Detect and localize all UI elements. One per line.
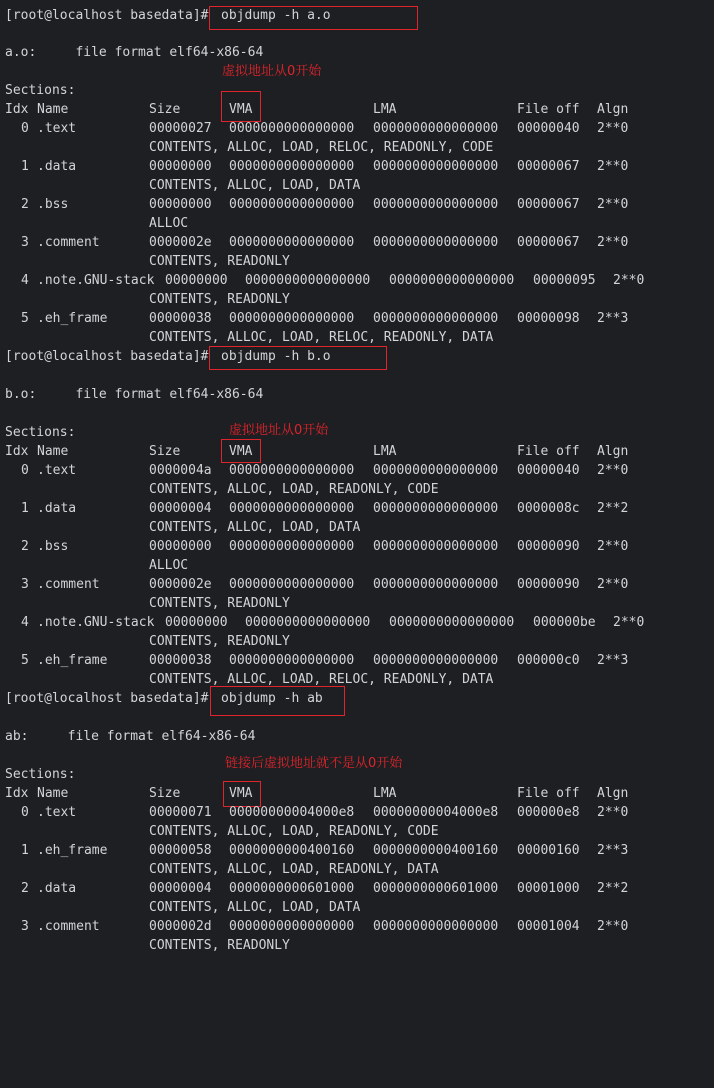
- section-idx: 4: [21, 273, 29, 288]
- section-name: .eh_frame: [37, 311, 108, 326]
- section-lma: 0000000000000000: [373, 121, 499, 136]
- section-file-off: 00000067: [517, 235, 580, 250]
- header-idx: Idx: [5, 786, 29, 801]
- header-idx: Idx: [5, 444, 29, 459]
- header-vma: VMA: [229, 102, 253, 117]
- section-algn: 2**0: [613, 615, 645, 630]
- section-idx: 4: [21, 615, 29, 630]
- section-row: [5, 195, 629, 214]
- section-vma: 00000000004000e8: [229, 805, 355, 820]
- section-file-off: 0000008c: [517, 501, 580, 516]
- section-flags-text: ALLOC: [149, 558, 189, 573]
- header-size: Size: [149, 444, 181, 459]
- section-file-off: 00001004: [517, 919, 580, 934]
- section-row: [5, 575, 629, 594]
- section-idx: 3: [21, 919, 29, 934]
- section-algn: 2**3: [597, 653, 629, 668]
- section-flags-text: CONTENTS, ALLOC, LOAD, RELOC, READONLY, CODE: [149, 140, 494, 155]
- section-algn: 2**0: [597, 805, 629, 820]
- command-highlight-box: [209, 346, 387, 370]
- section-lma: 0000000000000000: [389, 273, 515, 288]
- section-name: .note.GNU-stack: [37, 273, 155, 288]
- section-idx: 2: [21, 881, 29, 896]
- table-header: [5, 784, 629, 803]
- section-size: 00000000: [165, 273, 228, 288]
- header-name: Name: [37, 444, 69, 459]
- command-text: objdump -h a.o: [221, 8, 331, 23]
- prompt-line: [5, 347, 331, 366]
- section-lma: 0000000000000000: [373, 197, 499, 212]
- section-row: [5, 157, 629, 176]
- section-algn: 2**0: [597, 121, 629, 136]
- section-vma: 0000000000000000: [229, 121, 355, 136]
- section-vma: 0000000000000000: [229, 539, 355, 554]
- section-vma: 0000000000000000: [229, 235, 355, 250]
- section-size: 00000058: [149, 843, 212, 858]
- header-vma: VMA: [229, 786, 253, 801]
- table-header: [5, 100, 629, 119]
- section-row: [5, 499, 629, 518]
- file-format-line: b.o: file format elf64-x86-64: [5, 387, 264, 402]
- section-vma: 0000000000000000: [229, 577, 355, 592]
- section-size: 00000004: [149, 881, 212, 896]
- annotation-note: 虚拟地址从0开始: [229, 423, 329, 438]
- section-name: .text: [37, 121, 77, 136]
- header-file-off: File off: [517, 444, 580, 459]
- section-idx: 5: [21, 653, 29, 668]
- section-algn: 2**3: [597, 843, 629, 858]
- sections-label: Sections:: [5, 767, 76, 782]
- annotation-note: 虚拟地址从0开始: [222, 64, 322, 79]
- section-flags-text: CONTENTS, ALLOC, LOAD, RELOC, READONLY, DATA: [149, 330, 494, 345]
- section-name: .data: [37, 501, 77, 516]
- section-algn: 2**0: [613, 273, 645, 288]
- section-vma: 0000000000000000: [229, 501, 355, 516]
- section-size: 00000027: [149, 121, 212, 136]
- table-header: [5, 442, 629, 461]
- command-text: objdump -h b.o: [221, 349, 331, 364]
- command-highlight-box: [209, 6, 418, 30]
- section-algn: 2**0: [597, 539, 629, 554]
- section-vma: 0000000000400160: [229, 843, 355, 858]
- section-flags-text: CONTENTS, READONLY: [149, 634, 290, 649]
- section-file-off: 00000067: [517, 159, 580, 174]
- section-lma: 0000000000000000: [373, 501, 499, 516]
- section-flags-text: ALLOC: [149, 216, 189, 231]
- section-vma: 0000000000000000: [229, 463, 355, 478]
- section-lma: 0000000000000000: [373, 653, 499, 668]
- section-name: .eh_frame: [37, 653, 108, 668]
- prompt-line: [5, 689, 323, 708]
- section-file-off: 00000090: [517, 539, 580, 554]
- header-lma: LMA: [373, 444, 397, 459]
- section-size: 00000000: [149, 539, 212, 554]
- shell-prompt: [root@localhost basedata]#: [5, 8, 209, 23]
- header-idx: Idx: [5, 102, 29, 117]
- sections-label: Sections:: [5, 425, 76, 440]
- section-row: [5, 651, 629, 670]
- header-file-off: File off: [517, 102, 580, 117]
- section-row: [5, 841, 629, 860]
- section-file-off: 000000e8: [517, 805, 580, 820]
- section-size: 00000000: [149, 159, 212, 174]
- section-row: [5, 461, 629, 480]
- section-row: [5, 233, 629, 252]
- section-vma: 0000000000601000: [229, 881, 355, 896]
- section-file-off: 00000098: [517, 311, 580, 326]
- section-algn: 2**2: [597, 881, 629, 896]
- section-name: .bss: [37, 539, 69, 554]
- section-vma: 0000000000000000: [229, 159, 355, 174]
- section-file-off: 00000160: [517, 843, 580, 858]
- section-vma: 0000000000000000: [245, 615, 371, 630]
- section-algn: 2**0: [597, 919, 629, 934]
- prompt-line: [5, 6, 331, 25]
- section-size: 00000000: [165, 615, 228, 630]
- section-name: .eh_frame: [37, 843, 108, 858]
- section-vma: 0000000000000000: [229, 653, 355, 668]
- section-file-off: 000000c0: [517, 653, 580, 668]
- section-idx: 0: [21, 463, 29, 478]
- section-idx: 1: [21, 501, 29, 516]
- section-name: .note.GNU-stack: [37, 615, 155, 630]
- section-file-off: 00000040: [517, 463, 580, 478]
- section-size: 00000000: [149, 197, 212, 212]
- section-flags-text: CONTENTS, ALLOC, LOAD, READONLY, CODE: [149, 824, 439, 839]
- header-lma: LMA: [373, 786, 397, 801]
- section-flags-text: CONTENTS, ALLOC, LOAD, DATA: [149, 900, 361, 915]
- section-file-off: 00000095: [533, 273, 596, 288]
- section-flags-text: CONTENTS, ALLOC, LOAD, READONLY, CODE: [149, 482, 439, 497]
- section-idx: 0: [21, 121, 29, 136]
- section-idx: 3: [21, 577, 29, 592]
- section-vma: 0000000000000000: [245, 273, 371, 288]
- section-size: 00000071: [149, 805, 212, 820]
- section-lma: 0000000000000000: [373, 577, 499, 592]
- section-name: .text: [37, 805, 77, 820]
- section-file-off: 00000040: [517, 121, 580, 136]
- shell-prompt: [root@localhost basedata]#: [5, 349, 209, 364]
- header-size: Size: [149, 786, 181, 801]
- file-format-line: a.o: file format elf64-x86-64: [5, 45, 264, 60]
- section-algn: 2**2: [597, 501, 629, 516]
- section-file-off: 000000be: [533, 615, 596, 630]
- section-idx: 1: [21, 843, 29, 858]
- section-flags-text: CONTENTS, READONLY: [149, 292, 290, 307]
- section-size: 0000002e: [149, 235, 212, 250]
- section-idx: 1: [21, 159, 29, 174]
- section-name: .data: [37, 881, 77, 896]
- section-algn: 2**0: [597, 197, 629, 212]
- section-idx: 5: [21, 311, 29, 326]
- section-flags-text: CONTENTS, READONLY: [149, 596, 290, 611]
- section-idx: 3: [21, 235, 29, 250]
- section-lma: 0000000000000000: [373, 919, 499, 934]
- section-size: 0000002d: [149, 919, 212, 934]
- section-row: [5, 613, 645, 632]
- section-idx: 2: [21, 197, 29, 212]
- section-lma: 0000000000000000: [373, 311, 499, 326]
- section-flags-text: CONTENTS, READONLY: [149, 254, 290, 269]
- section-vma: 0000000000000000: [229, 311, 355, 326]
- section-size: 00000004: [149, 501, 212, 516]
- section-row: [5, 803, 629, 822]
- vma-highlight-box: [221, 439, 261, 463]
- section-lma: 0000000000601000: [373, 881, 499, 896]
- section-file-off: 00000090: [517, 577, 580, 592]
- section-idx: 2: [21, 539, 29, 554]
- section-algn: 2**0: [597, 463, 629, 478]
- section-algn: 2**3: [597, 311, 629, 326]
- section-lma: 0000000000000000: [373, 539, 499, 554]
- section-name: .comment: [37, 919, 100, 934]
- command-highlight-box: [210, 686, 345, 716]
- sections-label: Sections:: [5, 83, 76, 98]
- section-lma: 0000000000000000: [389, 615, 515, 630]
- section-algn: 2**0: [597, 159, 629, 174]
- section-lma: 00000000004000e8: [373, 805, 499, 820]
- section-flags-text: CONTENTS, ALLOC, LOAD, READONLY, DATA: [149, 862, 439, 877]
- header-name: Name: [37, 786, 69, 801]
- header-algn: Algn: [597, 102, 629, 117]
- section-algn: 2**0: [597, 235, 629, 250]
- vma-highlight-box: [221, 91, 261, 122]
- section-file-off: 00000067: [517, 197, 580, 212]
- section-row: [5, 537, 629, 556]
- section-name: .data: [37, 159, 77, 174]
- file-format-line: ab: file format elf64-x86-64: [5, 729, 256, 744]
- section-flags-text: CONTENTS, ALLOC, LOAD, DATA: [149, 178, 361, 193]
- section-size: 00000038: [149, 653, 212, 668]
- section-flags-text: CONTENTS, READONLY: [149, 938, 290, 953]
- section-name: .comment: [37, 577, 100, 592]
- header-file-off: File off: [517, 786, 580, 801]
- section-row: [5, 879, 629, 898]
- command-text: objdump -h ab: [221, 691, 323, 706]
- section-size: 0000004a: [149, 463, 212, 478]
- section-row: [5, 119, 629, 138]
- section-row: [5, 917, 629, 936]
- header-name: Name: [37, 102, 69, 117]
- section-flags-text: CONTENTS, ALLOC, LOAD, RELOC, READONLY, DATA: [149, 672, 494, 687]
- section-name: .comment: [37, 235, 100, 250]
- header-algn: Algn: [597, 444, 629, 459]
- section-name: .text: [37, 463, 77, 478]
- shell-prompt: [root@localhost basedata]#: [5, 691, 209, 706]
- section-name: .bss: [37, 197, 69, 212]
- section-lma: 0000000000000000: [373, 235, 499, 250]
- section-row: [5, 271, 645, 290]
- section-algn: 2**0: [597, 577, 629, 592]
- section-row: [5, 309, 629, 328]
- header-lma: LMA: [373, 102, 397, 117]
- section-vma: 0000000000000000: [229, 919, 355, 934]
- section-flags-text: CONTENTS, ALLOC, LOAD, DATA: [149, 520, 361, 535]
- section-idx: 0: [21, 805, 29, 820]
- section-size: 00000038: [149, 311, 212, 326]
- section-vma: 0000000000000000: [229, 197, 355, 212]
- header-size: Size: [149, 102, 181, 117]
- section-lma: 0000000000400160: [373, 843, 499, 858]
- header-vma: VMA: [229, 444, 253, 459]
- section-size: 0000002e: [149, 577, 212, 592]
- section-lma: 0000000000000000: [373, 159, 499, 174]
- annotation-note: 链接后虚拟地址就不是从0开始: [225, 756, 403, 771]
- section-lma: 0000000000000000: [373, 463, 499, 478]
- section-file-off: 00001000: [517, 881, 580, 896]
- header-algn: Algn: [597, 786, 629, 801]
